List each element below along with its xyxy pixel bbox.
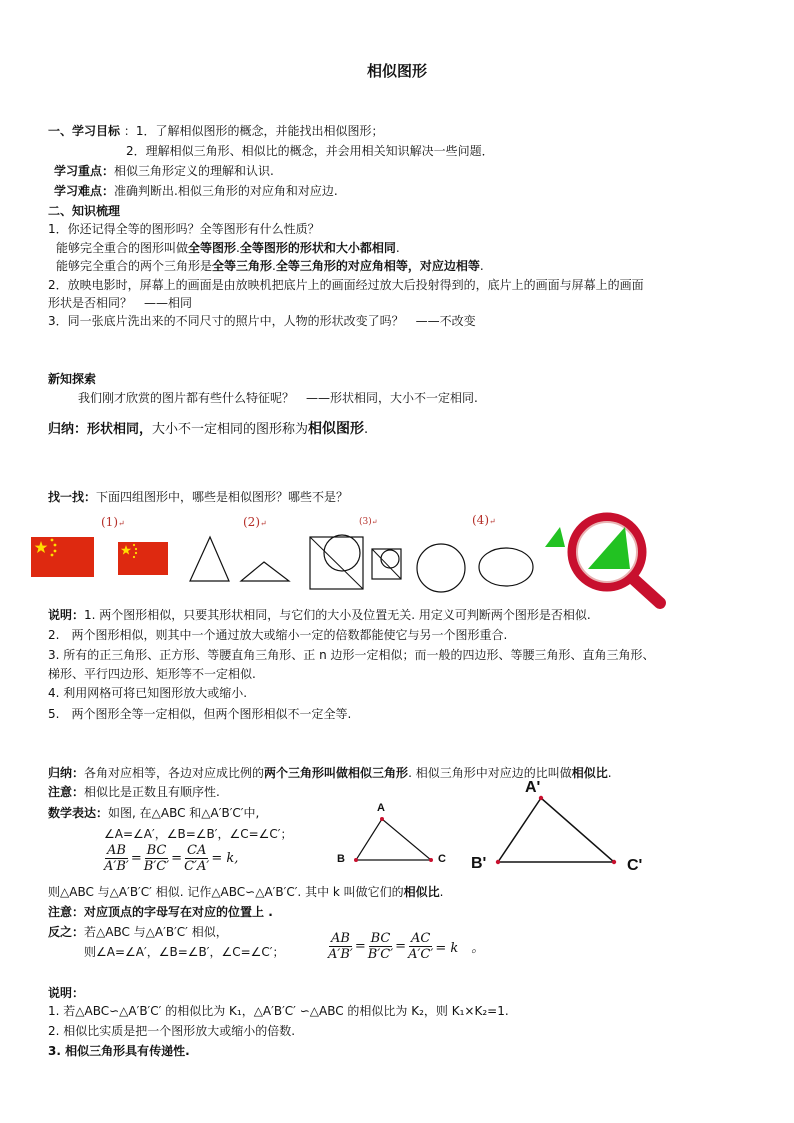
vertex-a-prime: A' [525, 779, 541, 796]
a2-sep: . [272, 259, 276, 273]
notation-text: 则△ABC 与△A′B′C′ 相似. 记作△ABC∽△A′B′C′. 其中 k 叫做它们的 [48, 885, 404, 899]
summary-end: . [364, 422, 369, 437]
summary-text: 大小不一定相同的图形称为 [152, 422, 309, 437]
group-label-2: (2)↵ [243, 515, 267, 529]
triangle-a-prime-b-prime-c-prime [498, 798, 614, 862]
def-bold: 两个三角形叫做 [264, 766, 349, 780]
note1-4: 4. 利用网格可将已知图形放大或缩小. [48, 686, 248, 700]
group-label-4: (4)↵ [472, 513, 496, 527]
note2-1: 1. 若△ABC∽△A′B′C′ 的相似比为 K₁，△A′B′C′ ∽△ABC 的相似比为 K₂，则 K₁×K₂=1. [48, 1004, 509, 1018]
converse-text: 若△ABC 与△A′B′C′ 相似， [84, 925, 228, 939]
vertex-b: B [337, 853, 345, 865]
a1-term: 全等图形 [188, 241, 237, 255]
a1-end: . [395, 241, 400, 255]
note1-2: 2. 两个图形相似，则其中一个通过放大或缩小一定的倍数都能使它与另一个图形重合. [48, 628, 508, 642]
a2-property: 全等三角形的对应角相等，对应边相等 [275, 259, 480, 273]
explore-heading: 新知探索 [48, 372, 97, 386]
key-label: 学习重点： [54, 164, 115, 178]
diff-label: 学习难点： [54, 184, 115, 198]
note1-3-cont: 梯形、平行四边形、矩形等不一定相似. [48, 667, 256, 681]
vertex-a: A [377, 802, 385, 814]
a2-text: 能够完全重合的两个三角形是 [56, 259, 213, 273]
explore-line: 我们刚才欣赏的图片都有些什么特征呢？ ——形状相同，大小不一定相同. [78, 391, 478, 405]
note1-5: 5. 两个图形全等一定相似，但两个图形相似不一定全等. [48, 707, 352, 721]
fraction-ca: $\frac{CA}{C'A'}$ [184, 843, 210, 874]
ratio-equation: $\frac{AB}{A'B'}$ = $\frac{BC}{B'C'}$ = $\frac{CA}{C'A'}$ = k, [104, 843, 239, 874]
fraction-bc-2: $\frac{BC}{B'C'}$ [367, 931, 394, 962]
a1-sep: . [236, 241, 240, 255]
summary-label: 归纳： [48, 422, 88, 437]
summary-bold: 形状相同， [87, 422, 153, 437]
vertex-order-note [48, 904, 273, 920]
ratio-note-text: 相似比是正数且有顺序性. [84, 785, 220, 799]
math-expr-text: 如图, 在△ABC 和△A′B′C′中, [108, 806, 260, 820]
similar-notation [48, 884, 444, 900]
group-label-3: (3)↵ [359, 517, 378, 527]
note2-3: 3. 相似三角形具有传递性. [48, 1044, 190, 1058]
fraction-ac-2: $\frac{AC}{A'C'}$ [408, 931, 434, 962]
converse-angles: 则∠A=∠A′，∠B=∠B′，∠C=∠C′； [84, 945, 285, 959]
notation-term: 相似比 [403, 885, 440, 899]
def-term2: 相似比 [571, 766, 608, 780]
group-label-1: (1)↵ [101, 515, 125, 529]
review-q2: 2．放映电影时，屏幕上的画面是由放映机把底片上的画面经过放大后投射得到的，底片上的画面与屏幕上的画面 [48, 278, 644, 292]
converse-line [48, 924, 228, 940]
def-mid: . 相似三角形中对应边的比叫做 [408, 766, 572, 780]
def-text: 各角对应相等，各边对应成比例的 [84, 766, 265, 780]
key-text: 相似三角形定义的理解和认识. [114, 164, 274, 178]
notation-end: . [439, 885, 444, 899]
def-end: . [607, 766, 612, 780]
notes2-label: 说明： [48, 986, 85, 1000]
goals-heading: 一、学习目标 [48, 124, 121, 138]
fraction-ab-2: $\frac{AB}{A'B'}$ [328, 931, 353, 962]
goal-1: ：1．了解相似图形的概念，并能找出相似图形； [123, 124, 384, 138]
note2-2: 2. 相似比实质是把一个图形放大或缩小的倍数. [48, 1024, 296, 1038]
vertex-b-prime: B' [471, 855, 487, 872]
converse-label: 反之： [48, 925, 85, 939]
find-label: 找一找： [48, 490, 97, 504]
page-title: 相似图形 [366, 62, 427, 80]
fraction-bc: $\frac{BC}{B'C'}$ [143, 843, 170, 874]
def-term: 相似三角形 [348, 766, 409, 780]
a2-end: . [479, 259, 484, 273]
def-label: 归纳： [48, 766, 85, 780]
a1-property: 全等图形的形状和大小都相同 [239, 241, 396, 255]
review-q1: 1．你还记得全等的图形吗？全等图形有什么性质？ [48, 222, 320, 236]
a1-text: 能够完全重合的图形叫做 [56, 241, 189, 255]
angles-equal: ∠A=∠A′，∠B=∠B′，∠C=∠C′； [104, 827, 293, 841]
converse-ratio-equation: $\frac{AB}{A'B'}$ = $\frac{BC}{B'C'}$ = $\frac{AC}{A'C'}$ = k 。 [328, 931, 485, 962]
fraction-ab: $\frac{AB}{A'B'}$ [104, 843, 129, 874]
review-q3: 3．同一张底片洗出来的不同尺寸的照片中，人物的形状改变了吗？ ——不改变 [48, 314, 476, 328]
diff-text: 准确判断出.相似三角形的对应角和对应边. [114, 184, 338, 198]
note1-3: 3. 所有的正三角形、正方形、等腰直角三角形、正 n 边形一定相似；而一般的四边形、等腰三角形、直角三角形、 [48, 648, 655, 662]
triangle-abc [356, 819, 431, 860]
note1-1: 1. 两个图形相似，只要其形状相同，与它们的大小及位置无关. 用定义可判断两个图形是否相似. [84, 608, 591, 622]
summary-term: 相似图形 [308, 421, 365, 437]
notes1-label: 说明： [48, 608, 85, 622]
review-heading: 二、知识梳理 [48, 204, 121, 218]
vertex-note-text: 对应顶点的字母写在对应的位置上 . [84, 905, 273, 919]
a2-term: 全等三角形 [212, 259, 273, 273]
goal-2: 2．理解相似三角形、相似比的概念，并会用相关知识解决一些问题． [126, 144, 494, 158]
vertex-c-prime: C' [627, 857, 643, 874]
vertex-c: C [438, 853, 446, 865]
vertex-note-label: 注意： [48, 905, 85, 919]
ratio-note-label: 注意： [48, 785, 85, 799]
review-q2-cont: 形状是否相同？ ——相同 [48, 296, 193, 310]
find-question: 下面四组图形中，哪些是相似图形？哪些不是？ [96, 490, 349, 504]
math-expr-label: 数学表达： [48, 806, 109, 820]
